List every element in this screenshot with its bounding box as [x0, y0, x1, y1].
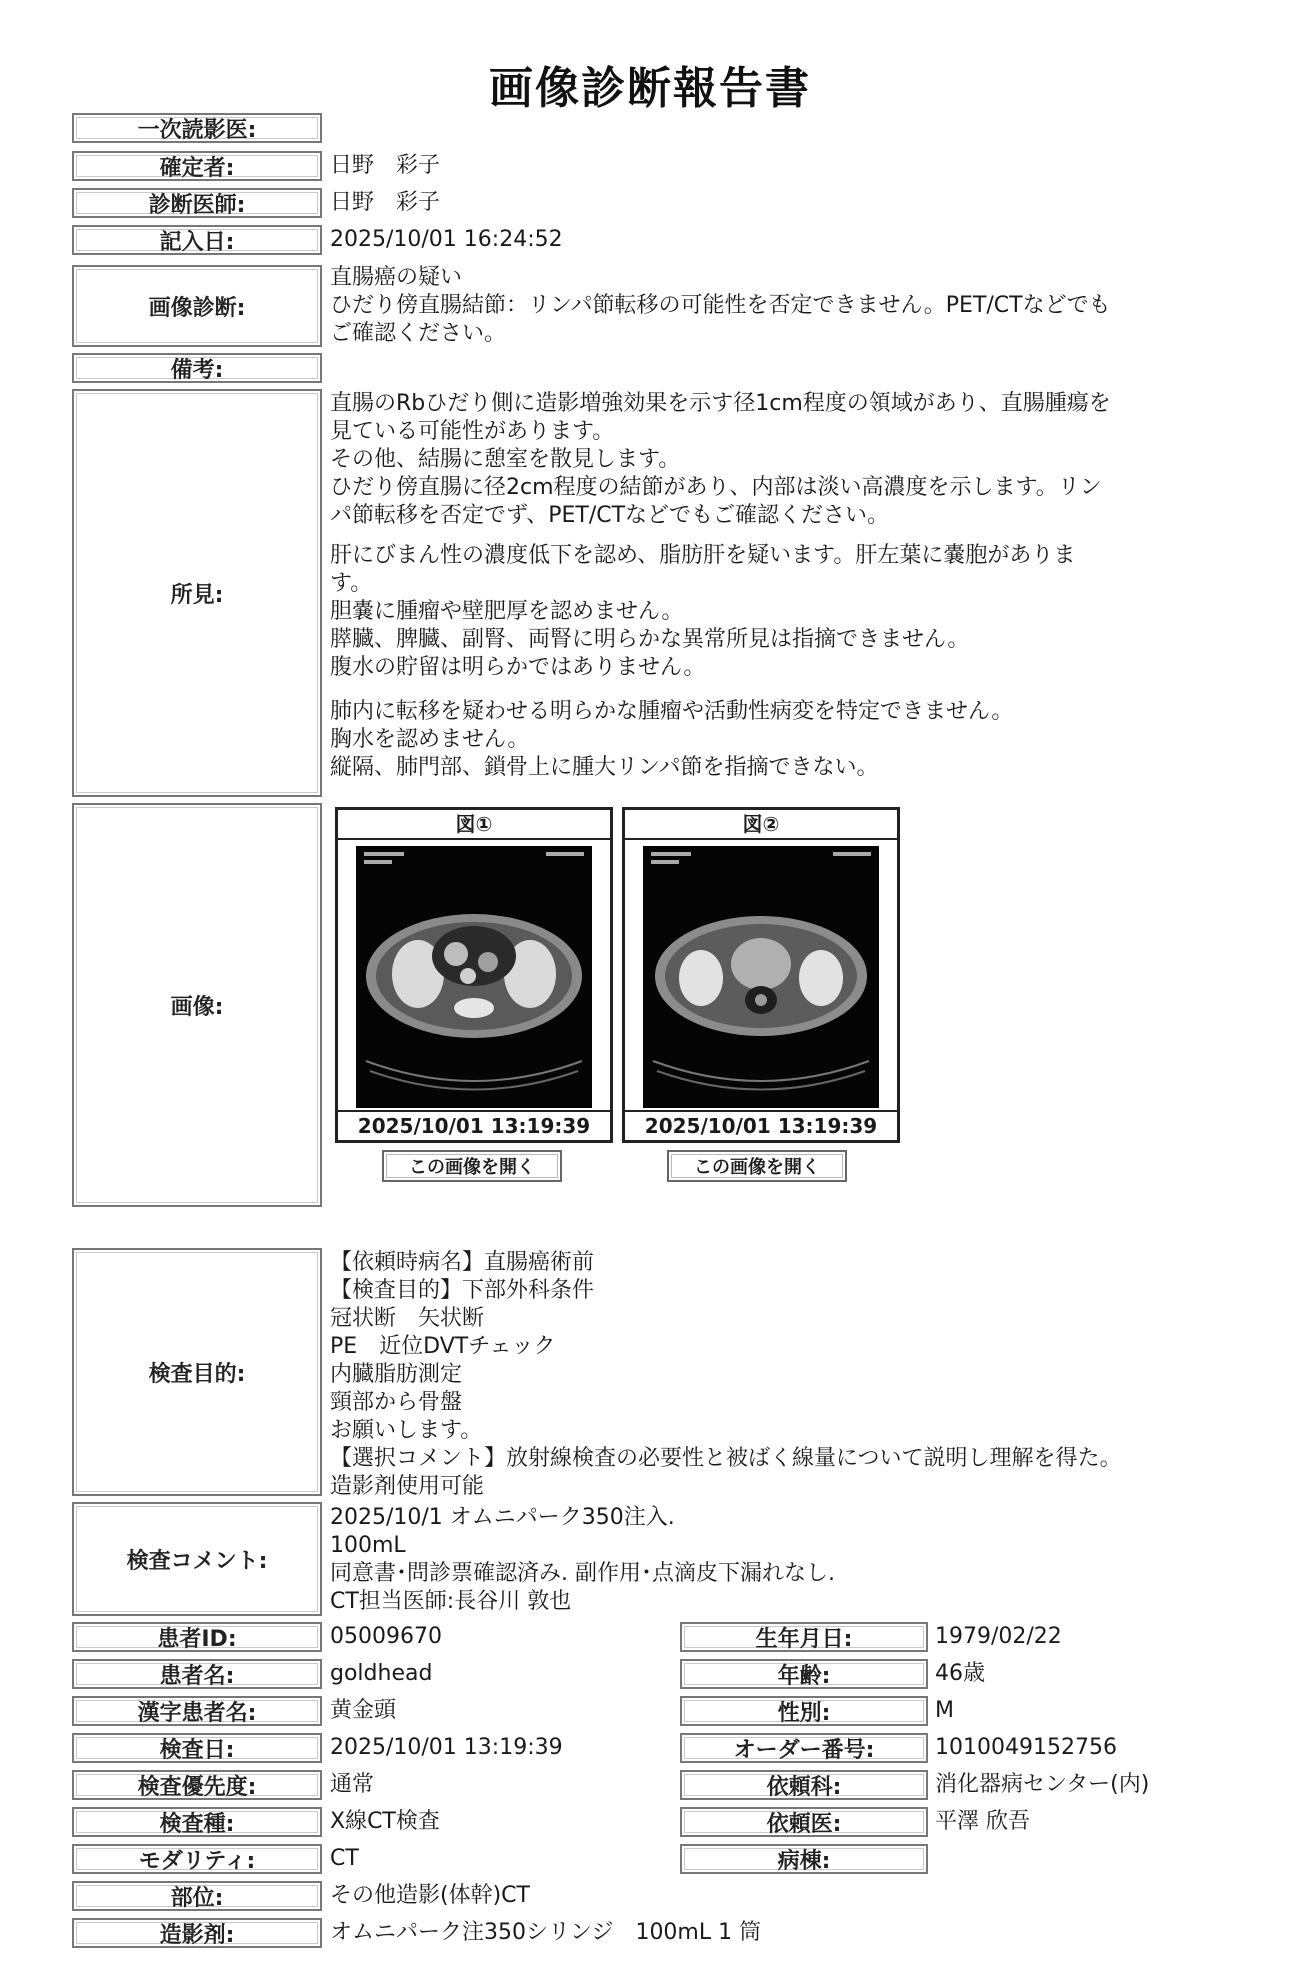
value-priority: 通常 — [330, 1772, 375, 1797]
findings-paragraph-2: 肝にびまん性の濃度低下を認め、脂肪肝を疑います。肝左葉に嚢胞がありま す。 胆嚢に腫瘤や壁肥厚を認めません。 膵臓、脾臓、副腎、両腎に明らかな異常所見は指摘できません。 腹水の貯留は明らかではありません。 — [330, 543, 1076, 680]
value-confirmer: 日野 彩子 — [330, 153, 441, 178]
label-findings: 所見: — [72, 389, 322, 797]
label-requesting-doctor: 依頼医: — [680, 1807, 928, 1837]
value-age: 46歳 — [935, 1661, 985, 1686]
value-exam-date: 2025/10/01 13:19:39 — [330, 1735, 563, 1760]
label-exam-type: 検査種: — [72, 1807, 322, 1837]
open-image-1-button[interactable]: この画像を開く — [382, 1150, 562, 1182]
label-kanji-name: 漢字患者名: — [72, 1696, 322, 1726]
value-image-diagnosis: 直腸癌の疑い ひだり傍直腸結節：リンパ節転移の可能性を否定できません。PET/CTなどでも ご確認ください。 — [330, 265, 1111, 346]
label-ward: 病棟: — [680, 1844, 928, 1874]
label-exam-date: 検査日: — [72, 1733, 322, 1763]
label-patient-name: 患者名: — [72, 1659, 322, 1689]
label-age: 年齢: — [680, 1659, 928, 1689]
label-confirmer: 確定者: — [72, 151, 322, 181]
value-requesting-doctor: 平澤 欣吾 — [935, 1809, 1030, 1834]
report-title: 画像診断報告書 — [489, 63, 811, 114]
value-entry-date: 2025/10/01 16:24:52 — [330, 227, 563, 252]
label-birth-date: 生年月日: — [680, 1622, 928, 1652]
value-birth-date: 1979/02/22 — [935, 1624, 1062, 1649]
figure-2-timestamp: 2025/10/01 13:19:39 — [625, 1110, 897, 1140]
figure-1-label: 図① — [338, 810, 610, 840]
value-modality: CT — [330, 1846, 359, 1871]
label-priority: 検査優先度: — [72, 1770, 322, 1800]
value-exam-comment: 2025/10/1 オムニパーク350注入. 100mL 同意書･問診票確認済み. 副作用･点滴皮下漏れなし. CT担当医師:長谷川 敦也 — [330, 1505, 835, 1614]
value-diagnosing-doctor: 日野 彩子 — [330, 190, 441, 215]
findings-paragraph-3: 肺内に転移を疑わせる明らかな腫瘤や活動性病変を特定できません。 胸水を認めません。 縦隔、肺門部、鎖骨上に腫大リンパ節を指摘できない。 — [330, 699, 1014, 780]
value-department: 消化器病センター(内) — [935, 1772, 1150, 1797]
label-first-reader: 一次読影医: — [72, 113, 322, 143]
label-contrast: 造影剤: — [72, 1918, 322, 1948]
label-exam-comment: 検査コメント: — [72, 1502, 322, 1616]
figure-1[interactable] — [335, 807, 613, 1143]
figure-2[interactable] — [622, 807, 900, 1143]
ct-image-1[interactable] — [356, 846, 592, 1108]
value-contrast: オムニパーク注350シリンジ 100mL 1 筒 — [330, 1920, 762, 1945]
value-sex: M — [935, 1698, 954, 1723]
label-patient-id: 患者ID: — [72, 1622, 322, 1652]
open-image-2-button[interactable]: この画像を開く — [667, 1150, 847, 1182]
label-exam-purpose: 検査目的: — [72, 1248, 322, 1496]
label-remarks: 備考: — [72, 353, 322, 383]
label-entry-date: 記入日: — [72, 225, 322, 255]
label-modality: モダリティ: — [72, 1844, 322, 1874]
value-patient-id: 05009670 — [330, 1624, 442, 1649]
label-order-number: オーダー番号: — [680, 1733, 928, 1763]
value-patient-name: goldhead — [330, 1661, 433, 1686]
value-body-part: その他造影(体幹)CT — [330, 1883, 530, 1908]
label-department: 依頼科: — [680, 1770, 928, 1800]
value-order-number: 1010049152756 — [935, 1735, 1117, 1760]
figure-2-label: 図② — [625, 810, 897, 840]
ct-image-2[interactable] — [643, 846, 879, 1108]
label-images: 画像: — [72, 803, 322, 1207]
label-diagnosing-doctor: 診断医師: — [72, 188, 322, 218]
figure-1-timestamp: 2025/10/01 13:19:39 — [338, 1110, 610, 1140]
label-body-part: 部位: — [72, 1881, 322, 1911]
label-sex: 性別: — [680, 1696, 928, 1726]
label-image-diagnosis: 画像診断: — [72, 265, 322, 347]
findings-paragraph-1: 直腸のRbひだり側に造影増強効果を示す径1cm程度の領域があり、直腸腫瘍を 見ている可能性があります。 その他、結腸に憩室を散見します。 ひだり傍直腸に径2cm程度の結節があり、内部は淡い高濃度を示します。リン パ節転移を否定でず、PET/CTなどでもご確認ください。 — [330, 391, 1111, 528]
value-exam-purpose: 【依頼時病名】直腸癌術前 【検査目的】下部外科条件 冠状断 矢状断 PE 近位DVTチェック 内臓脂肪測定 頸部から骨盤 お願いします。 【選択コメント】放射線検査の必要性と被ばく線量について説明し理解を得た。 造影剤使用可能 — [330, 1250, 1122, 1499]
value-kanji-name: 黄金頭 — [330, 1698, 397, 1723]
value-exam-type: X線CT検査 — [330, 1809, 440, 1834]
